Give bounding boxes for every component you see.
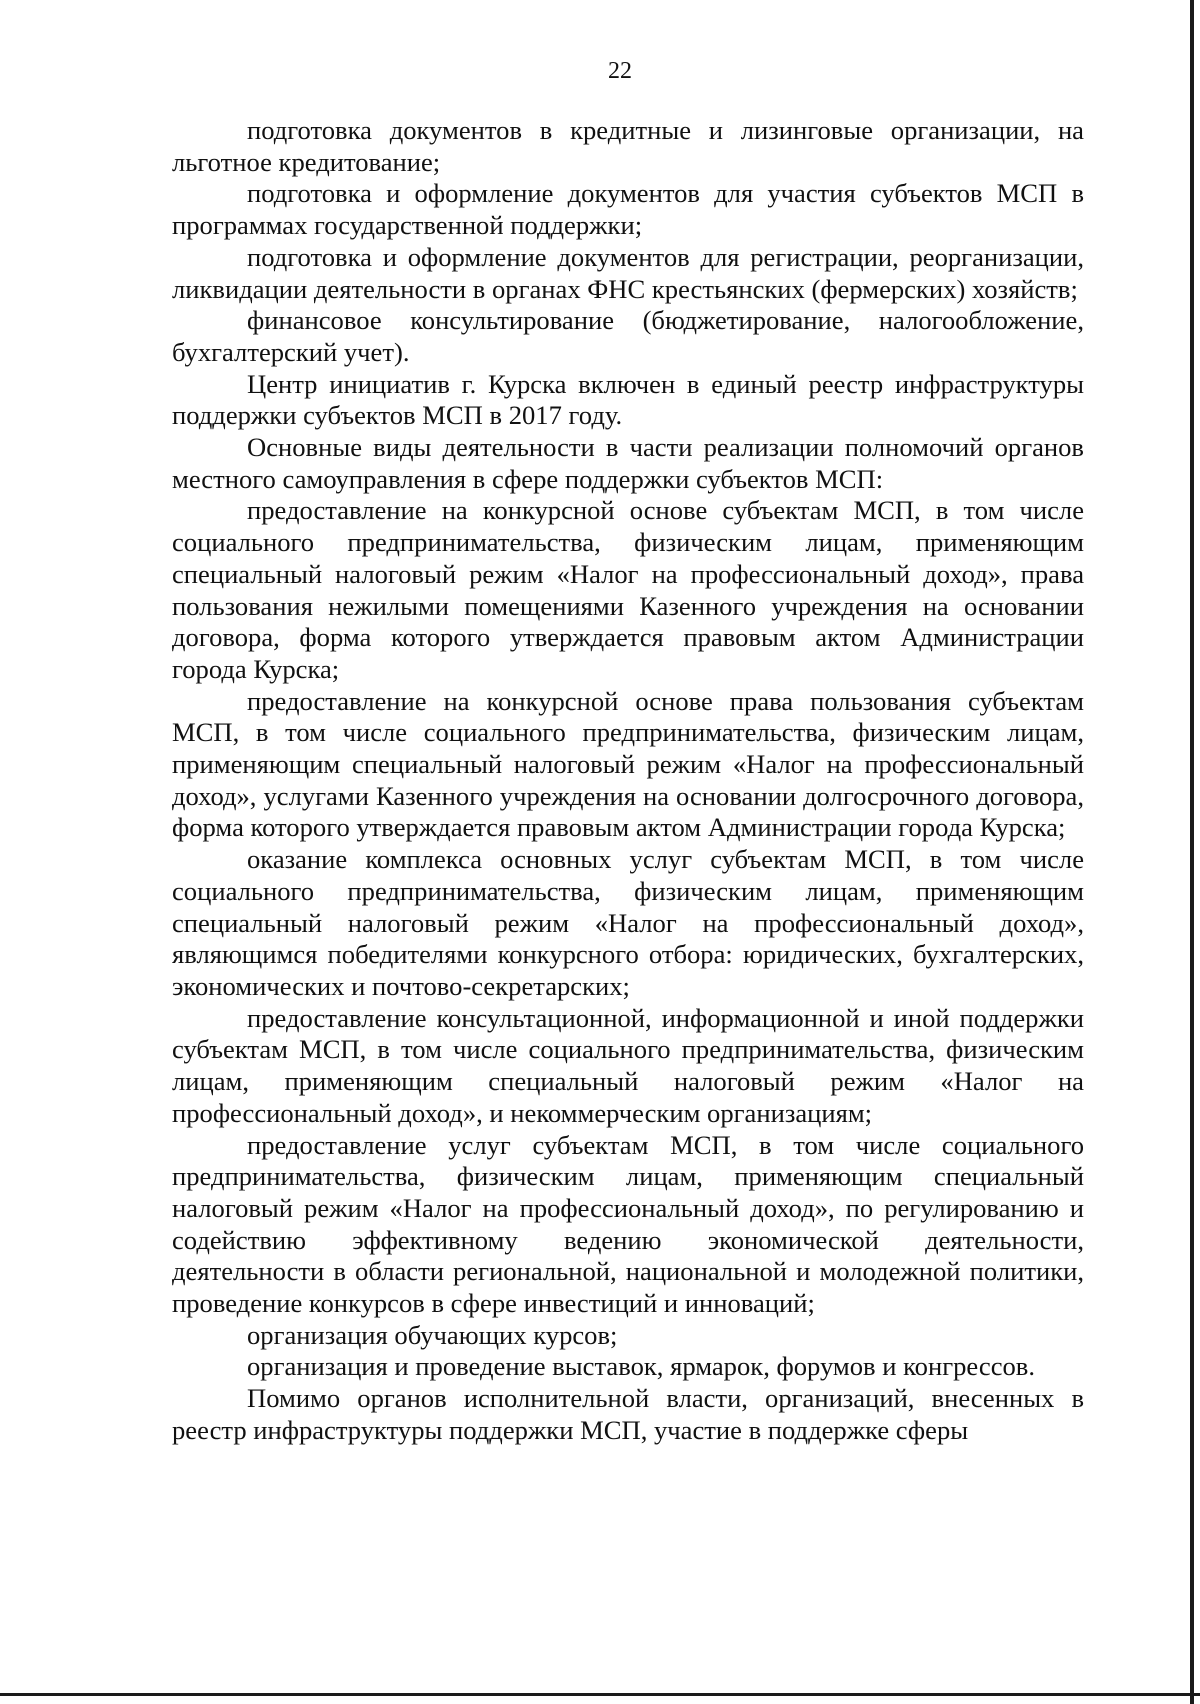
paragraph: Основные виды деятельности в части реализации полномочий органов местного самоуправления в сфере поддержки субъектов МСП: — [172, 432, 1084, 494]
paragraph: предоставление консультационной, информационной и иной поддержки субъектам МСП, в том числе социального предпринимательства, физическим лицам, применяющим специальный налоговый режим «Налог на профессиональный доход», и некоммерческим организациям; — [172, 1002, 1084, 1128]
paragraph: организация и проведение выставок, ярмарок, форумов и конгрессов. — [247, 1351, 1035, 1382]
paragraph: подготовка документов в кредитные и лизинговые организации, на льготное кредитование; — [172, 115, 1084, 177]
paragraph: Помимо органов исполнительной власти, организаций, внесенных в реестр инфраструктуры поддержки МСП, участие в поддержке сферы — [172, 1383, 1084, 1445]
paragraph: Центр инициатив г. Курска включен в единый реестр инфраструктуры поддержки субъектов МСП в 2017 году. — [172, 368, 1084, 431]
paragraph: оказание комплекса основных услуг субъектам МСП, в том числе социального предпринимательства, физическим лицам, применяющим специальный налоговый режим «Налог на профессиональный доход», являющимся победителями конкурсного отбора: юридических, бухгалтерских, экономических и почтово-секретарских; — [172, 844, 1084, 1001]
scan-edge-right — [1190, 0, 1194, 1704]
page-number: 22 — [608, 58, 632, 84]
scan-edge-bottom — [0, 1693, 1200, 1696]
body-text — [172, 115, 1084, 1447]
paragraph: подготовка и оформление документов для участия субъектов МСП в программах государственной поддержки; — [172, 178, 1084, 241]
paragraph: финансовое консультирование (бюджетирование, налогообложение, бухгалтерский учет). — [172, 305, 1084, 367]
paragraph: подготовка и оформление документов для регистрации, реорганизации, ликвидации деятельности в органах ФНС крестьянских (фермерских) хозяйств; — [172, 241, 1084, 304]
paragraph: предоставление на конкурсной основе права пользования субъектам МСП, в том числе социального предпринимательства, физическим лицам, применяющим специальный налоговый режим «Налог на профессиональный доход», услугами Казенного учреждения на основании долгосрочного договора, форма которого утверждается правовым актом Администрации города Курска; — [172, 685, 1084, 843]
paragraph: предоставление услуг субъектам МСП, в том числе социального предпринимательства, физическим лицам, применяющим специальный налоговый режим «Налог на профессиональный доход», по регулированию и содействию эффективному ведению экономической деятельности, деятельности в области региональной, национальной и молодежной политики, проведение конкурсов в сфере инвестиций и инноваций; — [172, 1129, 1084, 1319]
paragraph: организация обучающих курсов; — [247, 1319, 618, 1350]
paragraph: предоставление на конкурсной основе субъектам МСП, в том числе социального предпринимательства, физическим лицам, применяющим специальный налоговый режим «Налог на профессиональный доход», права пользования нежилыми помещениями Казенного учреждения на основании договора, форма которого утверждается правовым актом Администрации города Курска; — [172, 495, 1084, 684]
